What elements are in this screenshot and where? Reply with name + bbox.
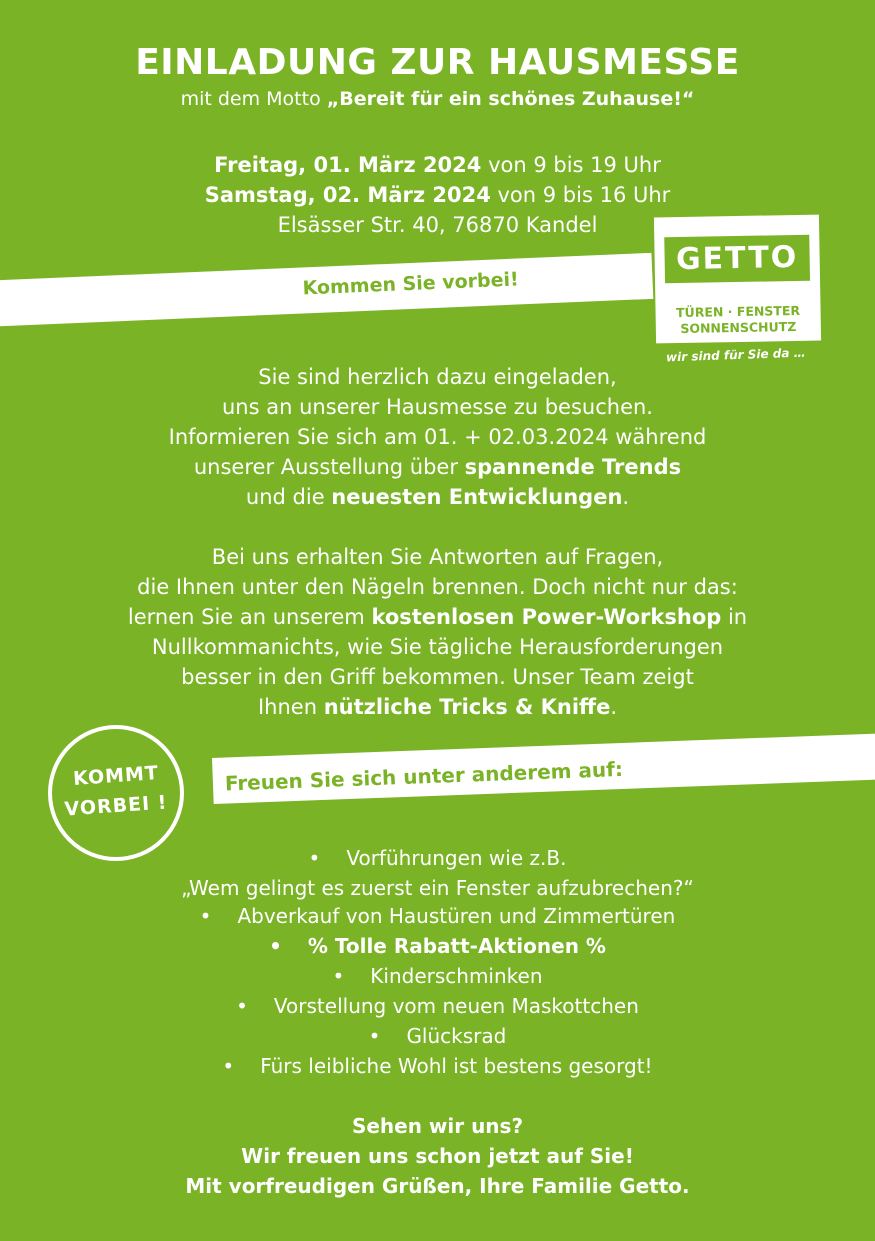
list-item-text: Abverkauf von Haustüren und Zimmertüren: [237, 904, 676, 928]
workshop-line-3: [0, 602, 875, 632]
bullet-icon: •: [222, 1054, 235, 1078]
intro-line-5: [0, 482, 875, 512]
workshop-line-3-end: in: [721, 605, 748, 629]
list-item: [0, 901, 875, 931]
logo-line-2: SONNENSCHUTZ: [680, 318, 797, 337]
date-saturday-day: Samstag, 02. März 2024: [204, 183, 491, 207]
workshop-line-1: Bei uns erhalten Sie Antworten auf Fragen,: [211, 545, 664, 569]
logo-tagline: wir sind für Sie da …: [665, 345, 806, 365]
tricks-highlight: nützliche Tricks & Kniffe: [323, 695, 611, 719]
workshop-line-6-text: Ihnen: [257, 695, 324, 719]
date-saturday-time: von 9 bis 16 Uhr: [490, 183, 671, 207]
closing-line-3: Mit vorfreudigen Grüßen, Ihre Familie Getto.: [185, 1174, 690, 1198]
date-friday-time: von 9 bis 19 Uhr: [481, 153, 661, 177]
motto-line: [0, 88, 875, 110]
list-item: [0, 961, 875, 991]
intro-line-5-end: .: [622, 485, 630, 509]
banner-label: Freuen Sie sich unter anderem auf:: [224, 756, 624, 796]
bullet-icon: •: [269, 934, 282, 958]
stamp-line-1: KOMMT: [72, 762, 160, 790]
intro-line-2: uns an unserer Hausmesse zu besuchen.: [221, 395, 653, 419]
list-item-text: Fürs leibliche Wohl ist bestens gesorgt!: [260, 1054, 653, 1078]
banner-kommen-sie-vorbei: [0, 253, 653, 327]
banner-label: Kommen Sie vorbei!: [302, 268, 520, 300]
workshop-line-6: [0, 692, 875, 722]
workshop-line-2: die Ihnen unter den Nägeln brennen. Doch nicht nur das:: [137, 575, 738, 599]
list-item-text: Vorstellung vom neuen Maskottchen: [273, 994, 639, 1018]
workshop-line-4: Nullkommanichts, wie Sie tägliche Herausforderungen: [151, 635, 724, 659]
bullet-icon: •: [199, 904, 212, 928]
closing-line-2: Wir freuen uns schon jetzt auf Sie!: [241, 1144, 634, 1168]
list-item-text: % Tolle Rabatt-Aktionen %: [307, 934, 606, 958]
list-item-text: Kinderschminken: [370, 964, 543, 988]
list-item: [0, 1021, 875, 1051]
date-saturday: [0, 180, 875, 210]
list-item: [0, 931, 875, 961]
list-item: [0, 1051, 875, 1081]
workshop-line-5: besser in den Griff bekommen. Unser Team zeigt: [181, 665, 694, 689]
bullet-icon: •: [368, 1024, 381, 1048]
logo-line-1: TÜREN · FENSTER: [675, 302, 801, 321]
bullet-icon: •: [236, 994, 248, 1018]
motto-prefix: mit dem Motto: [180, 88, 327, 110]
event-address: Elsässer Str. 40, 76870 Kandel: [277, 213, 598, 237]
list-item-text: Vorführungen wie z.B.: [346, 846, 567, 870]
kommt-vorbei-stamp: [48, 725, 184, 861]
intro-line-5-text: und die: [245, 485, 332, 509]
workshop-line-3-text: lernen Sie an unserem: [127, 605, 372, 629]
bullet-icon: •: [308, 846, 321, 870]
intro-line-4: [0, 452, 875, 482]
date-friday-day: Freitag, 01. März 2024: [214, 153, 482, 177]
intro-line-1: Sie sind herzlich dazu eingeladen,: [258, 365, 617, 389]
list-item-continuation: „Wem gelingt es zuerst ein Fenster aufzubrechen?“: [181, 876, 694, 900]
stamp-line-2: VORBEI !: [63, 791, 169, 821]
logo-brand-mark: GETTO: [664, 235, 810, 284]
closing-line-1: Sehen wir uns?: [351, 1114, 524, 1138]
date-friday: [0, 150, 875, 180]
list-item: [0, 991, 875, 1021]
intro-line-4-text: unserer Ausstellung über: [193, 455, 465, 479]
intro-highlight-trends: spannende Trends: [464, 455, 682, 479]
motto-text: „Bereit für ein schönes Zuhause!“: [326, 88, 695, 110]
page-title: EINLADUNG ZUR HAUSMESSE: [135, 42, 740, 83]
intro-line-3: Informieren Sie sich am 01. + 02.03.2024 während: [168, 425, 707, 449]
workshop-line-6-end: .: [610, 695, 617, 719]
getto-logo: [654, 215, 821, 344]
workshop-highlight: kostenlosen Power-Workshop: [371, 605, 722, 629]
banner-freuen-sie-sich: [212, 732, 875, 804]
intro-highlight-developments: neuesten Entwicklungen: [331, 485, 623, 509]
bullet-icon: •: [332, 964, 345, 988]
list-item-text: Glücksrad: [406, 1024, 507, 1048]
list-item: [0, 843, 875, 873]
